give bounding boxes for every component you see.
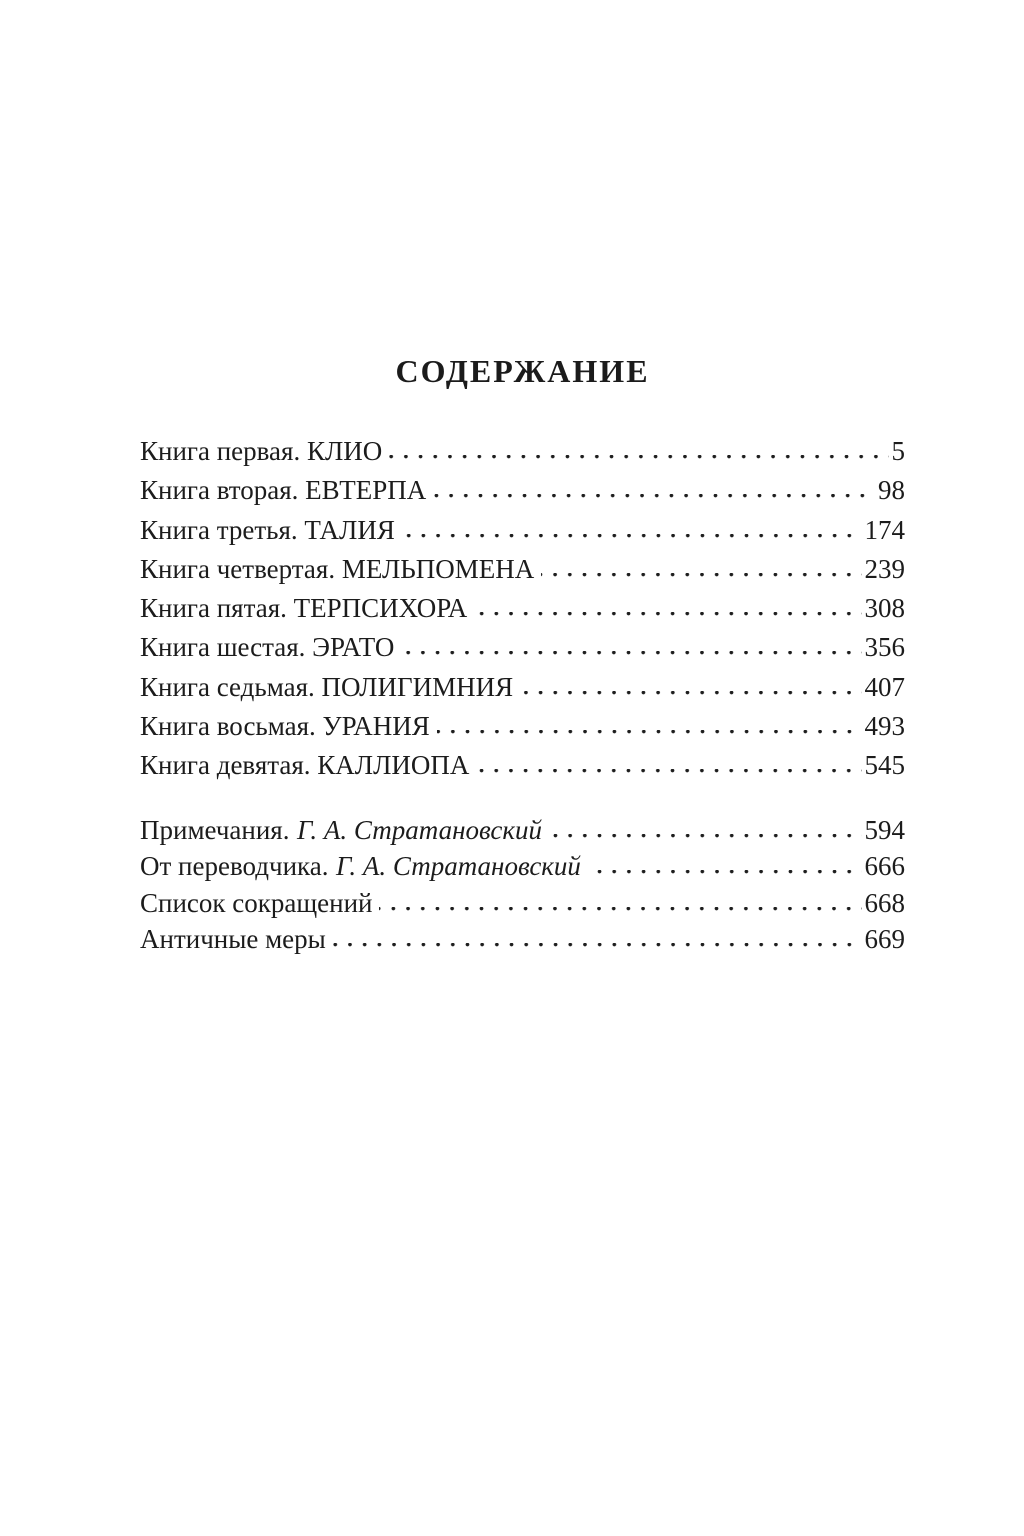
page-title: СОДЕРЖАНИЕ [395,353,650,389]
entry-label: Книга восьмая. УРАНИЯ [140,711,430,742]
entry-page-number: 407 [864,671,905,702]
dot-leader [379,907,861,912]
entry-page-number: 594 [864,814,905,845]
dot-leader [437,730,862,735]
toc-entry [140,432,905,471]
dot-leader [389,455,888,460]
toc-entry [140,589,905,628]
dot-leader [520,691,861,696]
toc-entry [140,471,905,510]
entry-author: Г. А. Стратановский [297,814,542,845]
toc-entry [140,707,905,746]
dot-leader [549,834,862,839]
entry-page-number: 493 [864,711,905,742]
dot-leader [333,943,862,948]
dot-leader [474,612,861,617]
entry-label: Античные меры [140,924,326,955]
dot-leader [476,769,861,774]
entry-label: Книга первая. КЛИО [140,436,383,466]
entry-label: Список сокращений [140,887,373,918]
entry-page-number: 98 [878,475,905,506]
entry-label: Книга шестая. ЭРАТО [140,632,395,663]
toc-entry [140,812,905,849]
entry-author: Г. А. Стратановский [336,851,581,882]
entry-page-number: 308 [864,593,905,624]
dot-leader [541,573,861,578]
toc-entry [140,628,905,667]
entry-page-number: 666 [864,851,905,882]
entry-label: Книга девятая. КАЛЛИОПА [140,750,470,781]
dot-leader [433,494,875,499]
entry-label: Книга седьмая. ПОЛИГИМНИЯ [140,671,514,702]
entry-page-number: 668 [864,887,905,918]
entry-page-number: 669 [864,924,905,955]
entry-page-number: 545 [864,750,905,781]
toc-entry [140,885,905,922]
toc-entry [140,550,905,589]
toc-entry [140,511,905,550]
entry-label: Примечания. [140,814,290,845]
entry-label: Книга пятая. ТЕРПСИХОРА [140,593,468,624]
section-divider-gap [140,786,905,812]
entry-label: Книга третья. ТАЛИЯ [140,514,395,545]
toc-entry [140,668,905,707]
entry-label: Книга вторая. ЕВТЕРПА [140,475,427,506]
toc-entry [140,921,905,958]
toc-entry [140,746,905,785]
dot-leader [402,534,862,539]
table-of-contents [140,432,905,958]
toc-page [140,0,905,958]
entry-page-number: 174 [864,514,905,545]
toc-entry [140,848,905,885]
entry-page-number: 356 [864,632,905,663]
entry-page-number: 239 [864,553,905,584]
entry-label: Книга четвертая. МЕЛЬПОМЕНА [140,553,535,584]
dot-leader [588,870,862,875]
dot-leader [401,651,861,656]
entry-page-number: 5 [891,436,905,466]
entry-label: От переводчика. [140,851,329,882]
